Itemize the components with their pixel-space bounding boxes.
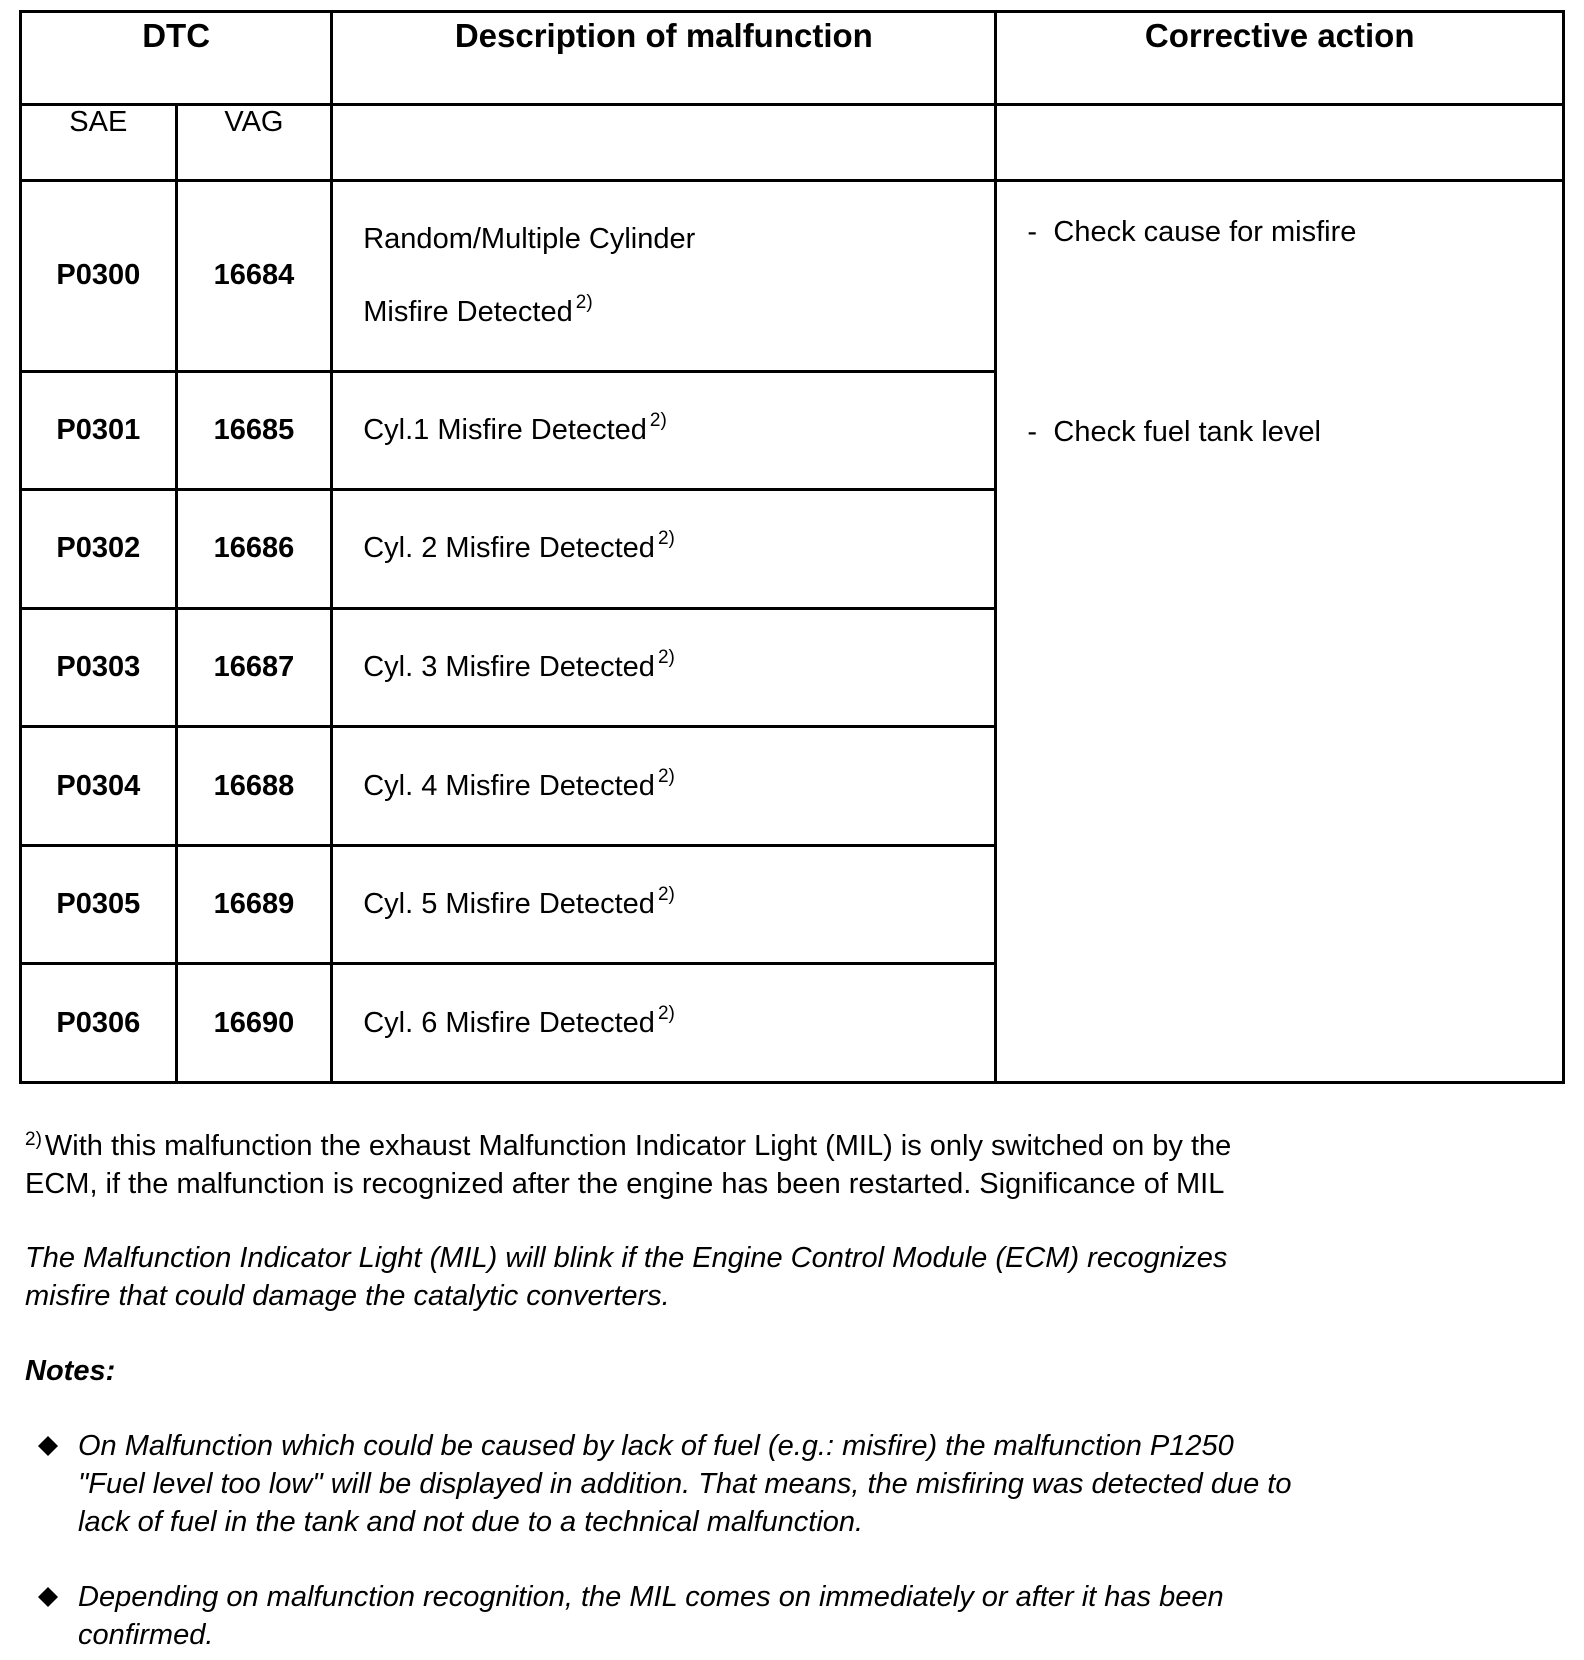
footnote-marker: 2)	[575, 291, 593, 313]
diamond-bullet-icon	[38, 1587, 58, 1607]
note-line: lack of fuel in the tank and not due to a technical malfunction.	[78, 1506, 864, 1538]
table-row	[21, 180, 1564, 371]
footnote	[25, 1127, 1231, 1165]
vag-code: 16686	[176, 490, 332, 609]
vag-code: 16685	[176, 371, 332, 490]
header-description-blank	[332, 105, 996, 180]
sae-code: P0304	[21, 727, 177, 846]
malfunction-description: Cyl. 3 Misfire Detected $^{2)}$	[332, 608, 996, 727]
corrective-action-cell	[996, 180, 1564, 1082]
note-line: Depending on malfunction recognition, the MIL comes on immediately or after it has been	[78, 1581, 1224, 1613]
vag-code: 16688	[176, 727, 332, 846]
diamond-bullet-icon	[38, 1436, 58, 1456]
footnote-marker: 2)	[657, 1002, 675, 1024]
footnote-marker: 2)	[649, 409, 667, 431]
footnote-marker: 2)	[657, 647, 675, 669]
action-item: - Check cause for misfire	[1027, 215, 1357, 248]
header-description: Description of malfunction	[332, 12, 996, 105]
malfunction-description: Cyl. 2 Misfire Detected $^{2)}$	[332, 490, 996, 609]
note-line: "Fuel level too low" will be displayed in addition. That means, the misfiring was detected due to	[78, 1468, 1292, 1500]
action-item: - Check fuel tank level	[1027, 415, 1321, 448]
header-dtc: DTC	[21, 12, 332, 105]
malfunction-description	[332, 180, 996, 371]
footnote-marker: 2)	[25, 1129, 42, 1150]
footnote-marker: 2)	[657, 528, 675, 550]
dtc-table	[19, 10, 1565, 1084]
vag-code: 16689	[176, 845, 332, 964]
mil-note-line: The Malfunction Indicator Light (MIL) will blink if the Engine Control Module (ECM) recognizes	[25, 1242, 1228, 1274]
sae-code: P0305	[21, 845, 177, 964]
footnote-line: With this malfunction the exhaust Malfunction Indicator Light (MIL) is only switched on by the	[44, 1130, 1232, 1162]
notes-heading: Notes:	[25, 1355, 116, 1387]
sae-code: P0306	[21, 964, 177, 1083]
malfunction-description: Cyl. 6 Misfire Detected $^{2)}$	[332, 964, 996, 1083]
malfunction-description: Cyl.1 Misfire Detected $^{2)}$	[332, 371, 996, 490]
sae-code: P0300	[21, 180, 177, 371]
footnote-line: ECM, if the malfunction is recognized after the engine has been restarted. Significance of MIL	[25, 1168, 1225, 1200]
footnote-marker: 2)	[657, 765, 675, 787]
note-line: confirmed.	[78, 1619, 214, 1651]
malfunction-description: Cyl. 4 Misfire Detected $^{2)}$	[332, 727, 996, 846]
action-check-fuel-level: Check fuel tank level	[1053, 415, 1321, 448]
vag-code: 16684	[176, 180, 332, 371]
sae-code: P0301	[21, 371, 177, 490]
sae-code: P0302	[21, 490, 177, 609]
header-action-blank	[996, 105, 1564, 180]
header-sae: SAE	[21, 105, 177, 180]
header-vag: VAG	[176, 105, 332, 180]
sae-code: P0303	[21, 608, 177, 727]
note-line: On Malfunction which could be caused by lack of fuel (e.g.: misfire) the malfunction P1250	[78, 1430, 1234, 1462]
note-item	[38, 1427, 1438, 1541]
malfunction-description: Cyl. 5 Misfire Detected $^{2)}$	[332, 845, 996, 964]
note-item	[38, 1578, 1438, 1654]
description-line: Random/Multiple Cylinder	[363, 222, 696, 255]
action-check-misfire: Check cause for misfire	[1053, 215, 1357, 248]
vag-code: 16690	[176, 964, 332, 1083]
vag-code: 16687	[176, 608, 332, 727]
description-line: Misfire Detected	[363, 295, 573, 328]
footnote-marker: 2)	[657, 884, 675, 906]
mil-note-line: misfire that could damage the catalytic converters.	[25, 1280, 670, 1312]
header-corrective-action: Corrective action	[996, 12, 1564, 105]
